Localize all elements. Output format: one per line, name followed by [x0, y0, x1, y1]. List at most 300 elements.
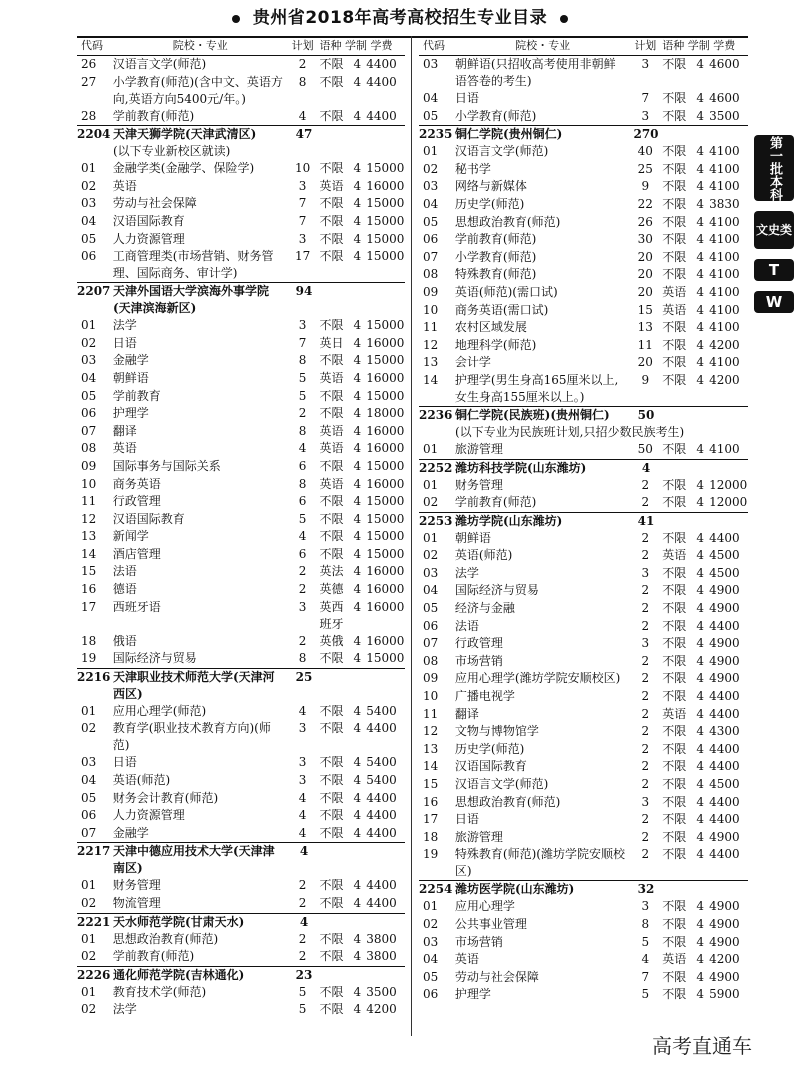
language-req: 英语: [319, 423, 344, 438]
major-row: [419, 653, 748, 671]
major-row: [419, 898, 748, 916]
tuition-fee: 16000: [366, 633, 405, 648]
school-name: 铜仁学院(民族班)(贵州铜仁): [455, 407, 610, 422]
major-code: 02: [81, 949, 97, 964]
tuition-fee: 4100: [709, 144, 740, 159]
major-row: [77, 790, 405, 808]
study-years: 4: [696, 583, 704, 598]
school-code: 2221: [77, 914, 111, 929]
major-name: 国际经济与贸易: [112, 651, 197, 666]
major-row: [77, 703, 405, 721]
major-name: 人力资源管理: [112, 231, 185, 246]
major-name: 法语: [112, 564, 137, 579]
tuition-fee: 4100: [709, 249, 740, 264]
study-years: 4: [696, 636, 704, 651]
major-name: 朝鲜语: [454, 530, 491, 545]
school-code: 2253: [419, 513, 453, 528]
major-row: [419, 161, 748, 179]
plan-count: 15: [637, 302, 653, 317]
plan-count: 3: [641, 565, 650, 580]
study-years: 4: [696, 777, 704, 791]
major-code: 03: [423, 565, 439, 580]
plan-count: 7: [298, 213, 307, 228]
study-years: 4: [696, 618, 704, 633]
tuition-fee: 15000: [366, 353, 405, 368]
major-code: 02: [423, 916, 439, 931]
major-row: [77, 231, 405, 249]
study-years: 4: [696, 284, 704, 299]
major-name: 国际经济与贸易: [454, 583, 539, 598]
plan-count: 270: [633, 127, 659, 142]
left-column: [77, 36, 405, 1019]
language-req: 不限: [662, 565, 687, 580]
major-row: [77, 563, 405, 581]
language-req: 不限: [319, 196, 344, 211]
tuition-fee: 4100: [709, 179, 740, 194]
plan-count: 9: [641, 179, 650, 194]
language-req: 英语: [662, 548, 687, 563]
language-req: 不限: [319, 74, 344, 89]
study-years: 4: [696, 57, 704, 71]
major-row: [77, 877, 405, 895]
school-row: [419, 406, 748, 424]
right-column: [419, 36, 748, 1004]
language-req: 不限: [662, 794, 687, 809]
major-code: 05: [81, 231, 97, 246]
tuition-fee: 16000: [366, 335, 405, 350]
plan-count: 6: [298, 494, 307, 509]
major-code: 01: [423, 899, 439, 914]
school-code: 2204: [77, 127, 111, 142]
language-req: 不限: [662, 636, 687, 651]
major-code: 02: [81, 178, 97, 193]
plan-count: 5: [298, 511, 307, 526]
tuition-fee: 12000: [709, 495, 748, 510]
tuition-fee: 4500: [709, 777, 740, 791]
plan-count: 3: [298, 721, 307, 736]
major-row: [419, 302, 748, 320]
major-name: 小学教育(师范)(含中文、英语方向,英语方向5400元/年。): [112, 74, 283, 106]
major-code: 15: [81, 564, 97, 579]
tuition-fee: 4400: [366, 878, 397, 893]
header-lang-years-fee: 语种 学制 学费: [662, 39, 736, 52]
major-row: [77, 108, 405, 126]
major-code: 05: [423, 108, 439, 123]
major-name: 汉语国际教育: [112, 213, 185, 228]
study-years: 4: [696, 724, 704, 739]
major-row: [419, 723, 748, 741]
page-title: 贵州省2018年高考高校招生专业目录: [252, 8, 548, 28]
tuition-fee: 4100: [709, 320, 740, 335]
study-years: 4: [696, 214, 704, 229]
major-row: [77, 825, 405, 843]
major-name: 汉语言文学(师范): [112, 57, 207, 71]
major-name: 翻译: [454, 706, 479, 721]
plan-count: 8: [298, 74, 307, 89]
language-req: 不限: [662, 530, 687, 545]
study-years: 4: [353, 529, 362, 544]
major-row: [77, 423, 405, 441]
tuition-fee: 3800: [366, 931, 397, 946]
tuition-fee: 4100: [709, 355, 740, 370]
tuition-fee: 4100: [709, 284, 740, 299]
major-name: 应用心理学: [454, 899, 515, 914]
plan-count: 30: [637, 232, 653, 247]
major-row: [419, 934, 748, 952]
language-req: 英法: [319, 564, 344, 579]
study-years: 4: [696, 355, 704, 370]
major-row: [77, 335, 405, 353]
column-divider: [411, 36, 412, 1036]
plan-count: 7: [641, 91, 650, 105]
major-name: 农村区域发展: [454, 320, 527, 335]
school-name: 天津天狮学院(天津武清区): [113, 127, 257, 142]
study-years: 4: [353, 196, 362, 211]
major-name: 思想政治教育(师范): [112, 931, 219, 946]
major-row: [77, 754, 405, 772]
plan-count: 20: [637, 249, 653, 264]
study-years: 4: [353, 370, 362, 385]
side-tab-batch: 第一批本科: [754, 135, 794, 201]
major-row: [419, 372, 748, 406]
school-name: 天津外国语大学滨海外事学院(天津滨海新区): [113, 284, 270, 316]
tuition-fee: 4900: [709, 671, 740, 686]
major-name: 日语: [112, 755, 137, 770]
tuition-fee: 4400: [709, 530, 740, 545]
major-code: 01: [81, 703, 97, 718]
major-code: 11: [423, 320, 439, 335]
major-name: 应用心理学(潍坊学院安顺校区): [454, 671, 621, 686]
tuition-fee: 4200: [366, 1002, 397, 1017]
major-name: 劳动与社会保障: [112, 196, 197, 211]
tuition-fee: 16000: [366, 423, 405, 438]
plan-count: 17: [294, 249, 311, 264]
plan-count: 6: [298, 458, 307, 473]
plan-count: 5: [641, 934, 650, 949]
major-code: 02: [423, 495, 439, 510]
major-code: 01: [423, 144, 439, 159]
school-code: 2226: [77, 967, 111, 982]
major-row: [77, 650, 405, 668]
plan-count: 5: [298, 1002, 307, 1017]
study-years: 4: [353, 458, 362, 473]
plan-count: 2: [641, 812, 650, 827]
study-years: 4: [353, 546, 362, 561]
major-code: 18: [81, 633, 97, 648]
major-name: 翻译: [112, 423, 137, 438]
plan-count: 4: [298, 790, 307, 805]
study-years: 4: [696, 794, 704, 809]
major-name: 汉语言文学(师范): [454, 777, 549, 791]
major-row: [419, 565, 748, 583]
language-req: 不限: [662, 161, 687, 176]
major-name: 思想政治教育(师范): [454, 794, 561, 809]
plan-count: 2: [641, 724, 650, 739]
school-row: [419, 880, 748, 898]
language-req: 不限: [319, 808, 344, 823]
study-years: 4: [696, 196, 704, 211]
major-code: 01: [423, 530, 439, 545]
major-name: 汉语言文学(师范): [454, 144, 549, 159]
major-name: 广播电视学: [454, 689, 515, 704]
major-name: 财务会计教育(师范): [112, 790, 219, 805]
tuition-fee: 15000: [366, 196, 405, 211]
major-row: [77, 195, 405, 213]
language-req: 不限: [662, 847, 687, 862]
language-req: 不限: [662, 812, 687, 827]
plan-count: 4: [641, 460, 651, 475]
major-name: 新闻学: [112, 529, 149, 544]
school-row: [419, 125, 748, 143]
study-years: 4: [696, 232, 704, 247]
major-name: 教育学(职业技术教育方向)(师范): [112, 721, 271, 753]
major-row: [77, 807, 405, 825]
language-req: 不限: [319, 721, 344, 736]
study-years: 4: [696, 916, 704, 931]
major-name: 市场营销: [454, 934, 503, 949]
major-name: 行政管理: [454, 636, 503, 651]
major-name: 学前教育(师范): [454, 232, 537, 247]
study-years: 4: [353, 249, 362, 264]
major-code: 01: [81, 984, 97, 999]
major-row: [419, 916, 748, 934]
major-code: 14: [81, 546, 97, 561]
plan-count: 5: [298, 388, 307, 403]
school-name: 通化师范学院(吉林通化): [113, 967, 245, 982]
major-code: 04: [423, 91, 439, 105]
major-row: [419, 794, 748, 812]
language-req: 英语: [319, 441, 344, 456]
major-row: [77, 511, 405, 529]
major-row: [77, 388, 405, 406]
language-req: 不限: [662, 618, 687, 633]
major-row: [77, 581, 405, 599]
major-code: 02: [81, 896, 97, 910]
major-code: 06: [423, 987, 439, 1002]
header-plan: 计划: [634, 39, 657, 52]
major-code: 03: [423, 179, 439, 194]
language-req: 不限: [662, 724, 687, 739]
major-row: [419, 706, 748, 724]
major-row: [419, 547, 748, 565]
plan-count: 4: [298, 441, 307, 456]
major-name: 英语: [112, 441, 137, 456]
tuition-fee: 16000: [366, 564, 405, 579]
major-code: 05: [423, 214, 439, 229]
tuition-fee: 15000: [366, 511, 405, 526]
bullet-icon: [560, 15, 568, 23]
study-years: 4: [353, 178, 362, 193]
school-name: 天津中德应用技术大学(天津津南区): [113, 844, 275, 876]
major-name: 英语(师范): [454, 548, 513, 563]
study-years: 4: [696, 601, 704, 616]
plan-count: 2: [298, 57, 307, 71]
tuition-fee: 15000: [366, 494, 405, 509]
major-code: 19: [423, 847, 439, 862]
major-code: 02: [423, 161, 439, 176]
study-years: 4: [353, 213, 362, 228]
plan-count: 11: [637, 337, 653, 352]
major-name: 学前教育: [112, 388, 161, 403]
major-code: 06: [81, 808, 97, 823]
language-req: 不限: [319, 108, 344, 123]
plan-count: 8: [298, 423, 307, 438]
column-header: [419, 36, 748, 56]
study-years: 4: [353, 57, 362, 71]
plan-count: 7: [298, 196, 307, 211]
plan-count: 3: [298, 318, 307, 333]
study-years: 4: [353, 494, 362, 509]
major-name: 金融学类(金融学、保险学): [112, 161, 255, 176]
major-row: [419, 600, 748, 618]
major-code: 06: [81, 249, 97, 264]
plan-count: 13: [637, 320, 653, 335]
language-req: 英语: [319, 178, 344, 193]
plan-count: 4: [298, 703, 307, 718]
study-years: 4: [353, 599, 362, 614]
major-row: [419, 670, 748, 688]
major-name: 日语: [454, 812, 479, 827]
tuition-fee: 4200: [709, 952, 740, 967]
major-name: 朝鲜语: [112, 370, 149, 385]
tuition-fee: 16000: [366, 441, 405, 456]
major-code: 12: [423, 337, 439, 352]
major-name: 学前教育(师范): [112, 108, 195, 123]
tuition-fee: 16000: [366, 178, 405, 193]
language-req: 不限: [662, 320, 687, 335]
major-row: [77, 599, 405, 633]
major-name: 经济与金融: [454, 601, 515, 616]
tuition-fee: 16000: [366, 599, 405, 614]
plan-count: 2: [298, 582, 307, 597]
study-years: 4: [353, 231, 362, 246]
study-years: 4: [696, 302, 704, 317]
school-row: [419, 512, 748, 530]
language-req: 不限: [662, 355, 687, 370]
plan-count: 50: [637, 407, 655, 422]
major-row: [77, 633, 405, 651]
major-name: 旅游管理: [454, 441, 503, 456]
major-name: 朝鲜语(只招收高考使用非朝鲜语答卷的考生): [454, 57, 616, 88]
section-note: (以下专业新校区就读): [113, 144, 231, 159]
tuition-fee: 3800: [366, 949, 397, 964]
major-row: [77, 370, 405, 388]
study-years: 4: [353, 633, 362, 648]
language-req: 英语: [319, 370, 344, 385]
major-code: 04: [423, 952, 439, 967]
major-code: 01: [81, 161, 97, 176]
tuition-fee: 4500: [709, 548, 740, 563]
major-row: [419, 90, 748, 108]
plan-count: 3: [641, 636, 650, 651]
tuition-fee: 15000: [366, 529, 405, 544]
tuition-fee: 4100: [709, 302, 740, 317]
study-years: 4: [353, 511, 362, 526]
major-code: 01: [81, 878, 97, 893]
language-req: 不限: [662, 108, 687, 123]
language-req: 不限: [662, 583, 687, 598]
plan-count: 2: [641, 495, 650, 510]
tuition-fee: 4100: [709, 441, 740, 456]
plan-count: 3: [298, 178, 307, 193]
language-req: 不限: [319, 388, 344, 403]
major-name: 历史学(师范): [454, 196, 525, 211]
major-code: 02: [423, 548, 439, 563]
tuition-fee: 4100: [709, 214, 740, 229]
plan-count: 2: [641, 618, 650, 633]
major-code: 04: [81, 213, 97, 228]
tuition-fee: 4300: [709, 724, 740, 739]
tuition-fee: 4900: [709, 899, 740, 914]
major-row: [77, 160, 405, 178]
language-req: 不限: [319, 494, 344, 509]
major-name: 国际事务与国际关系: [112, 458, 221, 473]
language-req: 不限: [319, 213, 344, 228]
plan-count: 2: [641, 671, 650, 686]
plan-count: 94: [295, 284, 313, 299]
plan-count: 2: [298, 406, 307, 421]
plan-count: 3: [298, 599, 307, 614]
plan-count: 47: [295, 127, 313, 142]
plan-count: 25: [637, 161, 653, 176]
language-req: 不限: [662, 671, 687, 686]
plan-count: 3: [641, 899, 650, 914]
tuition-fee: 18000: [366, 406, 405, 421]
major-code: 10: [81, 476, 97, 491]
tuition-fee: 4500: [709, 565, 740, 580]
header-code: 代码: [423, 39, 445, 52]
tuition-fee: 4900: [709, 653, 740, 668]
plan-count: 2: [641, 477, 650, 492]
tuition-fee: 15000: [366, 231, 405, 246]
major-code: 03: [81, 196, 97, 211]
major-name: 会计学: [454, 355, 491, 370]
language-req: 不限: [319, 529, 344, 544]
plan-count: 4: [641, 952, 650, 967]
tuition-fee: 4400: [366, 721, 397, 736]
study-years: 4: [696, 548, 704, 563]
language-req: 不限: [662, 987, 687, 1002]
major-code: 05: [81, 790, 97, 805]
study-years: 4: [353, 755, 362, 770]
tuition-fee: 4400: [366, 825, 397, 840]
language-req: 不限: [662, 741, 687, 756]
major-code: 05: [423, 601, 439, 616]
school-row: [419, 459, 748, 477]
plan-count: 4: [298, 108, 307, 123]
tuition-fee: 5900: [709, 987, 740, 1002]
language-req: 不限: [319, 949, 344, 964]
plan-count: 26: [637, 214, 653, 229]
plan-count: 50: [637, 441, 653, 456]
major-row: [419, 494, 748, 512]
major-code: 13: [423, 741, 439, 756]
major-code: 14: [423, 759, 439, 774]
major-code: 06: [81, 406, 97, 421]
major-row: [419, 477, 748, 495]
major-name: 法学: [112, 1002, 137, 1017]
study-years: 4: [353, 721, 362, 736]
major-name: 日语: [454, 91, 479, 105]
major-name: 地理科学(师范): [454, 337, 537, 352]
study-years: 4: [353, 896, 362, 910]
language-req: 不限: [662, 57, 687, 71]
tuition-fee: 4100: [709, 267, 740, 282]
study-years: 4: [696, 653, 704, 668]
major-row: [419, 986, 748, 1004]
tuition-fee: 15000: [366, 249, 405, 264]
major-row: [77, 931, 405, 949]
